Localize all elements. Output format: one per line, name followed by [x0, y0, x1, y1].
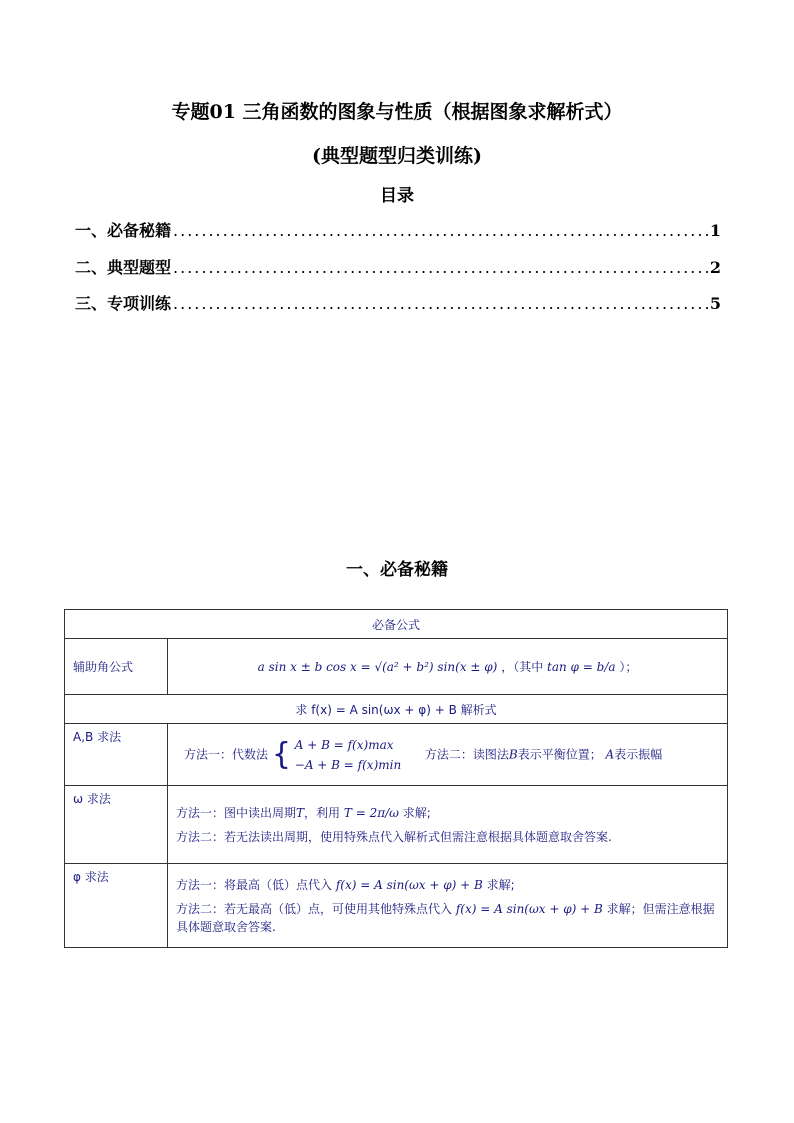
- toc-entry-label: 三、专项训练: [75, 294, 172, 313]
- ab-cell: [168, 724, 728, 786]
- omega-label: ω 求法: [65, 786, 168, 864]
- toc-entry-label: 二、典型题型: [75, 258, 172, 277]
- aux-angle-note-prefix: ，（其中: [501, 660, 544, 674]
- formula-table: [64, 609, 728, 948]
- ab-method2-e: 表示振幅: [614, 747, 663, 761]
- toc-entry-3[interactable]: [75, 291, 721, 314]
- toc-entry-1[interactable]: [75, 218, 721, 241]
- phi-cell: [168, 864, 728, 948]
- toc-dot-leader: [173, 221, 708, 240]
- omega-line1-c: ，利用: [304, 805, 341, 820]
- phi-line2-a: 方法二：若无最高（低）点，可使用其他特殊点代入: [176, 901, 453, 916]
- toc-heading: 目录: [380, 186, 414, 206]
- phi-line1-formula: f(x) = A sin(ωx + φ) + B: [335, 877, 483, 892]
- phi-line2-formula: f(x) = A sin(ωx + φ) + B: [455, 901, 603, 916]
- toc-dot-leader: [173, 258, 708, 277]
- omega-formula: T = 2π/ω: [343, 805, 399, 820]
- ab-method2-c: 表示平衡位置；: [517, 747, 602, 761]
- ab-method2-b: B: [508, 747, 518, 761]
- brace-icon: {: [271, 736, 291, 772]
- ab-system: [295, 735, 401, 775]
- ab-method1: 方法一：代数法: [184, 747, 269, 761]
- doc-title: 专题01 三角函数的图象与性质（根据图象求解析式）: [171, 101, 623, 123]
- phi-line2-b: 求解；但需注意根据具体题意取舍答案.: [176, 901, 715, 934]
- aux-angle-cell: [168, 639, 728, 695]
- phi-line1-b: 求解;: [486, 877, 515, 892]
- toc-entry-page: 5: [709, 294, 721, 313]
- ab-method2-a: 方法二：读图法: [424, 747, 509, 761]
- aux-angle-note-suffix: ）；: [619, 660, 638, 674]
- toc-entry-label: 一、必备秘籍: [75, 221, 172, 240]
- doc-subtitle: (典型题型归类训练): [312, 145, 482, 167]
- aux-angle-note-formula: tan φ = b/a: [547, 660, 616, 674]
- ab-label: A,B 求法: [65, 724, 168, 786]
- omega-line1-a: 方法一：图中读出周期: [176, 805, 297, 820]
- omega-cell: [168, 786, 728, 864]
- aux-angle-formula: a sin x ± b cos x = √(a² + b²) sin(x ± φ): [257, 660, 498, 674]
- phi-label: φ 求法: [65, 864, 168, 948]
- phi-line1-a: 方法一：将最高（低）点代入: [176, 877, 333, 892]
- omega-line2: 方法二：若无法读出周期，使用特殊点代入解析式但需注意根据具体题意取舍答案.: [176, 829, 612, 844]
- solve-header: 求 f(x) = A sin(ωx + φ) + B 解析式: [65, 695, 728, 724]
- omega-line1-d: 求解;: [402, 805, 431, 820]
- ab-eq2: −A + B = f(x)min: [294, 757, 402, 772]
- toc-entry-2[interactable]: [75, 255, 721, 278]
- toc-entry-page: 1: [709, 221, 721, 240]
- section-heading: 一、必备秘籍: [346, 560, 448, 580]
- ab-method2-d: A: [605, 747, 615, 761]
- aux-angle-label: 辅助角公式: [65, 639, 168, 695]
- toc-dot-leader: [173, 294, 708, 313]
- ab-eq1: A + B = f(x)max: [294, 737, 394, 752]
- omega-line1-b: T: [296, 805, 305, 820]
- toc-entry-page: 2: [709, 258, 721, 277]
- table-header: 必备公式: [65, 610, 728, 639]
